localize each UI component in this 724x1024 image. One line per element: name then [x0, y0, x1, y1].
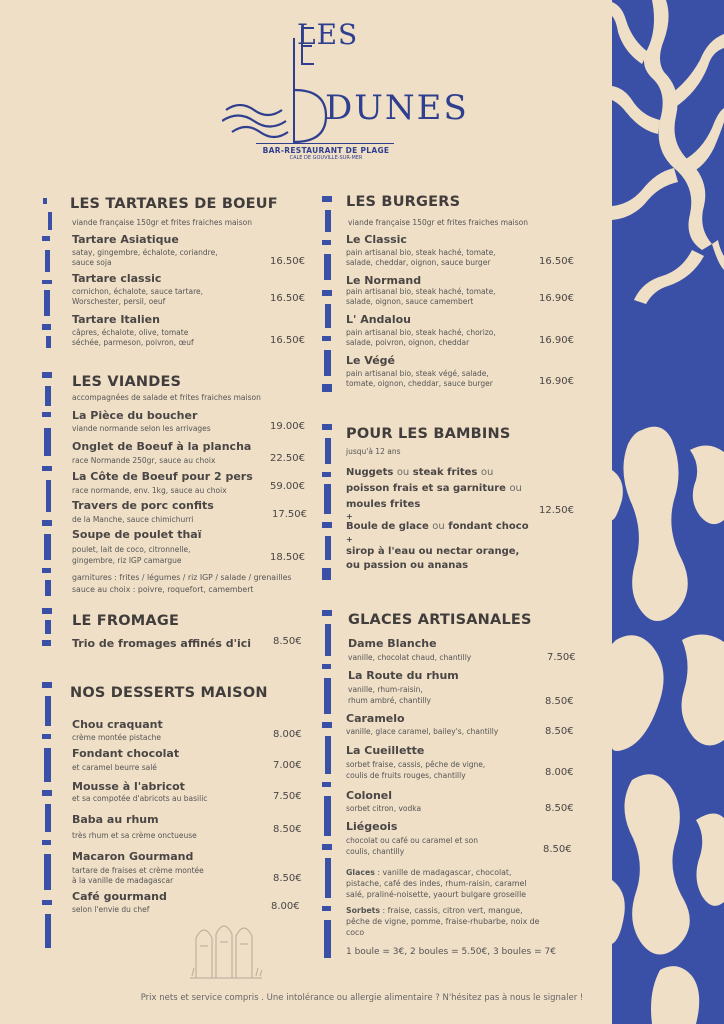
menu-item-price: 8.50€	[273, 824, 302, 835]
kids-plus: +	[346, 512, 353, 521]
menu-item-price: 16.50€	[270, 293, 305, 304]
kids-boule: Boule de glace	[346, 521, 429, 532]
menu-item-desc: et caramel beurre salé	[72, 763, 157, 772]
menu-item-price: 7.00€	[273, 760, 302, 771]
menu-item-price: 8.50€	[273, 636, 302, 647]
mid-strip-2-decoration	[322, 424, 334, 582]
menu-item-desc: pain artisanal bio, steak haché, tomate,	[346, 287, 496, 296]
menu-item-price: 59.00€	[270, 481, 305, 492]
glaces-label: Glaces	[346, 868, 375, 877]
menu-item-desc: coulis de fruits rouges, chantilly	[346, 771, 466, 780]
sorbets-label: Sorbets	[346, 906, 381, 915]
menu-item-price: 8.00€	[271, 901, 300, 912]
menu-item-desc: tomate, oignon, cheddar, sauce burger	[346, 379, 493, 388]
sorbets-flavours: coco	[346, 928, 365, 937]
menu-item-name: Macaron Gourmand	[72, 850, 194, 863]
sauces-note: sauce au choix : poivre, roquefort, camembert	[72, 585, 254, 594]
glaces-flavours: pistache, café des indes, rhum-raisin, caramel	[346, 879, 527, 888]
glaces-flavours: salé, praliné-noisette, yaourt bulgare groseille	[346, 890, 527, 899]
scoop-prices: 1 boule = 3€, 2 boules = 5.50€, 3 boules = 7€	[346, 947, 556, 957]
menu-item-desc: séchée, parmeson, poivron, œuf	[72, 338, 194, 347]
menu-item-name: Liégeois	[346, 820, 398, 833]
menu-item-desc: coulis, chantilly	[346, 847, 405, 856]
menu-item-name: L' Andalou	[346, 313, 412, 326]
menu-item-desc: pain artisanal bio, steak haché, chorizo,	[346, 328, 496, 337]
menu-item-price: 18.50€	[270, 552, 305, 563]
kids-poisson: poisson frais et sa garniture	[346, 483, 506, 494]
menu-item-name: Le Classic	[346, 233, 407, 246]
menu-item-price: 16.90€	[539, 293, 574, 304]
menu-item-desc: salade, oignon, sauce camembert	[346, 297, 474, 306]
menu-item-name: La Cueillette	[346, 744, 425, 757]
menu-item-name: La Côte de Boeuf pour 2 pers	[72, 470, 253, 483]
menu-item-name: Onglet de Boeuf à la plancha	[72, 440, 252, 453]
section-subtitle: accompagnées de salade et frites fraiches maison	[72, 393, 261, 402]
menu-item-desc: sauce soja	[72, 258, 112, 267]
kids-or: ou	[509, 483, 522, 494]
decorative-panel	[612, 0, 724, 1024]
menu-item-price: 16.90€	[539, 376, 574, 387]
kids-moules: moules frites	[346, 499, 421, 510]
logo-dunes: DUNES	[325, 88, 469, 128]
menu-item-name: Colonel	[346, 789, 393, 802]
menu-item-price: 7.50€	[273, 791, 302, 802]
sorbets-flavours: pêche de vigne, pomme, fraise-rhubarbe, noix de	[346, 917, 540, 926]
menu-item-price: 8.00€	[545, 767, 574, 778]
kids-menu-line	[346, 482, 522, 495]
menu-item-price: 8.50€	[545, 726, 574, 737]
section-subtitle: viande française 150gr et frites fraiches maison	[348, 218, 528, 227]
menu-item-desc: Worschester, persil, oeuf	[72, 297, 166, 306]
menu-item-price: 17.50€	[272, 509, 307, 520]
kids-sirop: sirop à l'eau ou nectar orange,	[346, 546, 520, 557]
mid-strip-3-decoration	[322, 610, 334, 960]
kids-fondant: fondant choco	[448, 521, 529, 532]
menu-item-desc: à la vanille de madagascar	[72, 876, 174, 885]
menu-item-name: Baba au rhum	[72, 813, 159, 826]
menu-item-desc: pain artisanal bio, steak haché, tomate,	[346, 248, 496, 257]
section-subtitle: viande française 150gr et frites fraiches maison	[72, 218, 252, 227]
menu-item-desc: selon l'envie du chef	[72, 905, 150, 914]
kids-nuggets: Nuggets	[346, 467, 394, 478]
logo-rule	[256, 143, 394, 144]
section-title: GLACES ARTISANALES	[348, 612, 532, 628]
logo-les: LES	[297, 18, 359, 51]
kids-or: ou	[480, 467, 494, 478]
menu-item-desc: race normande, env. 1kg, sauce au choix	[72, 486, 227, 495]
menu-item-name: Tartare Asiatique	[72, 233, 179, 246]
menu-item-desc: race Normande 250gr, sauce au choix	[72, 456, 216, 465]
menu-item-name: Caramelo	[346, 712, 405, 725]
section-title: NOS DESSERTS MAISON	[70, 685, 268, 701]
menu-item-name: Dame Blanche	[348, 637, 437, 650]
kids-or: ou	[432, 521, 445, 532]
menu-item-price: 19.00€	[270, 421, 305, 432]
footer-note: Prix nets et service compris . Une intolérance ou allergie alimentaire ? N'hésitez pas à nous le signaler !	[140, 993, 584, 1003]
menu-item-name: Café gourmand	[72, 890, 167, 903]
menu-item-desc: pain artisanal bio, steak végé, salade,	[346, 369, 489, 378]
menu-item-desc: crème montée pistache	[72, 733, 161, 742]
menu-item-name: Chou craquant	[72, 718, 163, 731]
menu-item-desc: cornichon, échalote, sauce tartare,	[72, 287, 204, 296]
menu-item-desc: salade, poivron, oignon, cheddar	[346, 338, 470, 347]
beach-huts-illustration	[186, 910, 266, 980]
menu-item-name: Le Végé	[346, 354, 396, 367]
logo-location: CALE DE GOUVILLE-SUR-MER	[289, 155, 363, 161]
menu-item-desc: salade, cheddar, oignon, sauce burger	[346, 258, 491, 267]
menu-item-name: Tartare classic	[72, 272, 162, 285]
section-title: POUR LES BAMBINS	[346, 426, 511, 442]
menu-item-name: Le Normand	[346, 274, 422, 287]
menu-item-price: 16.50€	[539, 256, 574, 267]
section-title: LES VIANDES	[72, 374, 182, 390]
menu-item-price: 8.50€	[543, 844, 572, 855]
menu-item-desc: sorbet citron, vodka	[346, 804, 422, 813]
menu-item-name: Travers de porc confits	[72, 499, 214, 512]
menu-item-price: 16.50€	[270, 256, 305, 267]
section-subtitle: jusqu'à 12 ans	[346, 447, 401, 456]
menu-item-desc: vanille, rhum-raisin,	[348, 685, 423, 694]
menu-item-price: 8.00€	[273, 729, 302, 740]
left-strip-3-decoration	[42, 608, 54, 652]
menu-item-desc: gingembre, riz IGP camargue	[72, 556, 182, 565]
kids-plus: +	[346, 535, 353, 544]
menu-item-price: 8.50€	[545, 696, 574, 707]
menu-item-name: Mousse à l'abricot	[72, 780, 185, 793]
seaweed-pattern-decoration	[612, 0, 724, 1024]
menu-item-desc: vanille, glace caramel, bailey's, chantilly	[346, 727, 499, 736]
left-strip-2-decoration	[42, 370, 54, 598]
glaces-text: : vanille de madagascar, chocolat,	[374, 868, 512, 877]
section-title: LES BURGERS	[346, 194, 461, 210]
menu-item-desc: sorbet fraise, cassis, pêche de vigne,	[346, 760, 486, 769]
menu-item-name: La Route du rhum	[348, 669, 459, 682]
kids-menu-line	[346, 466, 493, 479]
garnitures-note: garnitures : frites / légumes / riz IGP / salade / grenailles	[72, 573, 292, 582]
menu-item-name: Tartare Italien	[72, 313, 160, 326]
menu-item-price: 8.50€	[273, 873, 302, 884]
logo-subtitle: BAR-RESTAURANT DE PLAGE	[262, 146, 390, 155]
section-title: LES TARTARES DE BOEUF	[70, 196, 278, 212]
kids-or: ou	[396, 467, 410, 478]
menu-item-price: 12.50€	[539, 505, 574, 516]
menu-item-desc: de la Manche, sauce chimichurri	[72, 515, 194, 524]
menu-item-desc: chocolat ou café ou caramel et son	[346, 836, 478, 845]
sorbets-text: : fraise, cassis, citron vert, mangue,	[380, 906, 523, 915]
glaces-flavours	[346, 867, 511, 878]
menu-item-price: 7.50€	[547, 652, 576, 663]
left-strip-4-decoration	[42, 682, 54, 952]
menu-item-desc: viande normande selon les arrivages	[72, 424, 211, 433]
menu-item-price: 16.50€	[270, 335, 305, 346]
menu-item-desc: rhum ambré, chantilly	[348, 696, 431, 705]
menu-item-price: 8.50€	[545, 803, 574, 814]
menu-item-name: Soupe de poulet thaï	[72, 528, 202, 541]
kids-sirop: ou passion ou ananas	[346, 560, 469, 571]
menu-item-desc: poulet, lait de coco, citronnelle,	[72, 545, 191, 554]
menu-item-desc: très rhum et sa crème onctueuse	[72, 831, 197, 840]
menu-item-desc: vanille, chocolat chaud, chantilly	[348, 653, 472, 662]
sorbets-flavours	[346, 905, 523, 916]
menu-item-name: Trio de fromages affinés d'ici	[72, 637, 252, 650]
mid-strip-1-decoration	[322, 196, 334, 396]
menu-item-desc: tartare de fraises et crème montée	[72, 866, 204, 875]
left-strip-1-decoration	[42, 198, 54, 350]
kids-menu-line	[346, 520, 529, 533]
menu-item-desc: câpres, échalote, olive, tomate	[72, 328, 189, 337]
menu-item-price: 22.50€	[270, 453, 305, 464]
section-title: LE FROMAGE	[72, 613, 180, 629]
menu-item-desc: satay, gingembre, échalote, coriandre,	[72, 248, 218, 257]
menu-item-price: 16.90€	[539, 335, 574, 346]
kids-steak: steak frites	[412, 467, 478, 478]
menu-item-name: La Pièce du boucher	[72, 409, 198, 422]
menu-item-name: Fondant chocolat	[72, 747, 180, 760]
menu-item-desc: et sa compotée d'abricots au basilic	[72, 794, 208, 803]
